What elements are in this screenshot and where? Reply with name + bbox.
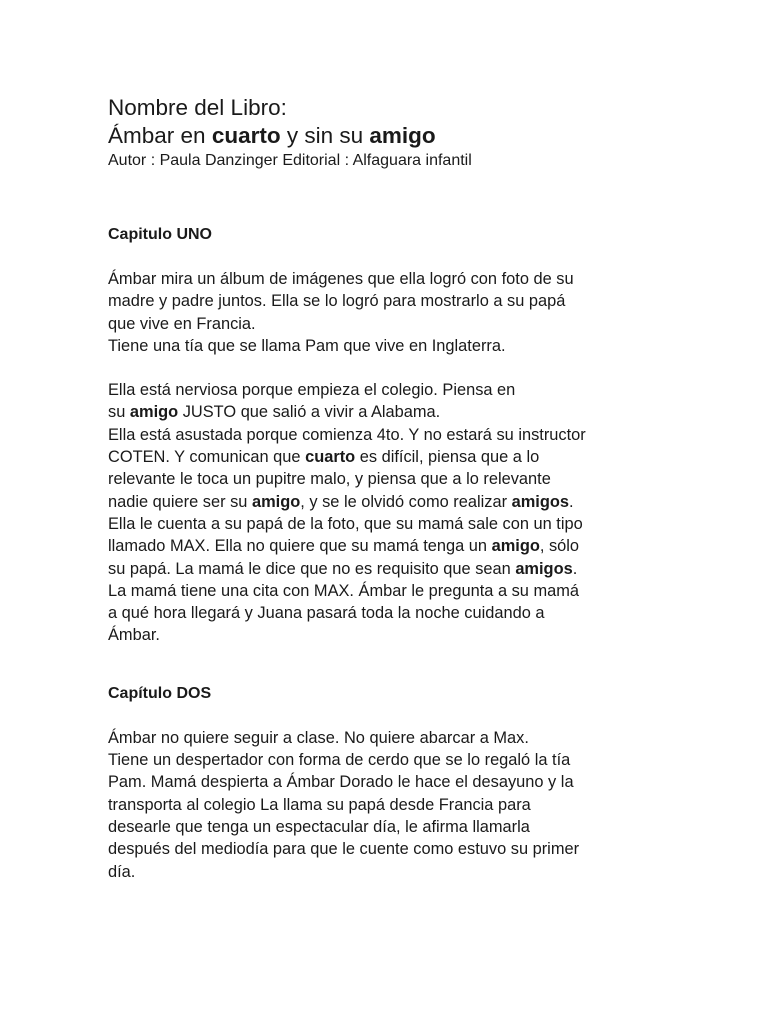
text-run: Ella está nerviosa porque empieza el colegio. Piensa en [108, 381, 516, 400]
text-run: desearle que tenga un espectacular día, le afirma llamarla [108, 817, 530, 836]
text-line [108, 424, 668, 446]
text-run: JUSTO que salió a vivir a Alabama. [178, 403, 441, 422]
text-line [108, 313, 668, 335]
text-line [108, 379, 668, 401]
text-line [108, 468, 668, 490]
text-line [108, 816, 668, 838]
bold-keyword: cuarto [305, 448, 356, 467]
book-title [108, 122, 668, 150]
text-line [108, 838, 668, 860]
text-run: después del mediodía para que le cuente como estuvo su primer [108, 840, 580, 859]
text-line [108, 771, 668, 793]
bold-keyword: amigo [491, 537, 540, 556]
text-run: día. [108, 862, 136, 881]
text-line [108, 727, 668, 749]
text-line [108, 794, 668, 816]
text-line [108, 535, 668, 557]
text-line [108, 580, 668, 602]
text-line [108, 446, 668, 468]
text-run: , y se le olvidó como realizar [300, 492, 512, 511]
text-run: transporta al colegio La llama su papá desde Francia para [108, 795, 531, 814]
text-run: . [572, 559, 578, 578]
text-run: Ella le cuenta a su papá de la foto, que su mamá sale con un tipo [108, 514, 583, 533]
text-line [108, 861, 668, 883]
text-run: Ámbar mira un álbum de imágenes que ella logró con foto de su [108, 270, 574, 288]
chapter-heading: Capítulo DOS [108, 684, 212, 702]
text-line [108, 401, 668, 423]
title-part: Ámbar en [108, 123, 212, 148]
bold-keyword: amigo [129, 403, 179, 422]
text-run: a qué hora llegará y Juana pasará toda la noche cuidando a [108, 604, 545, 623]
text-line [108, 335, 668, 357]
text-run: COTEN. Y comunican que [108, 448, 306, 467]
text-run: su papá. La mamá le dice que no es requisito que sean [108, 559, 516, 578]
paragraph [108, 268, 668, 357]
text-run: relevante le toca un pupitre malo, y piensa que a lo relevante [108, 470, 551, 489]
text-line [108, 749, 668, 771]
text-run: La mamá tiene una cita con MAX. Ámbar le pregunta a su mamá [108, 581, 580, 600]
paragraph [108, 727, 668, 883]
text-run: madre y padre juntos. Ella se lo logró para mostrarlo a su papá [108, 292, 566, 311]
author-line: Autor : Paula Danzinger Editorial : Alfaguara infantil [108, 152, 472, 169]
text-run: Tiene un despertador con forma de cerdo que se lo regaló la tía [108, 751, 571, 770]
text-line [108, 558, 668, 580]
text-run: Ámbar no quiere seguir a clase. No quiere abarcar a Max. [108, 728, 529, 747]
text-run: su [108, 403, 130, 422]
text-run: . [568, 492, 574, 511]
text-run: Ella está asustada porque comienza 4to. Y no estará su instructor [108, 425, 586, 444]
text-run: Tiene una tía que se llama Pam que vive en Inglaterra. [108, 336, 506, 355]
paragraph [108, 379, 668, 647]
text-line [108, 491, 668, 513]
bold-keyword: amigos [515, 559, 573, 578]
text-run: es difícil, piensa que a lo [355, 448, 540, 467]
title-part: y sin su [280, 123, 370, 148]
text-run: Ámbar. [108, 626, 160, 645]
title-part: cuarto [211, 123, 281, 148]
text-run: llamado MAX. Ella no quiere que su mamá tenga un [108, 537, 492, 556]
title-part: amigo [369, 123, 436, 148]
text-run: que vive en Francia. [108, 314, 256, 333]
text-line [108, 513, 668, 535]
chapter-heading: Capitulo UNO [108, 226, 212, 243]
text-run: Pam. Mamá despierta a Ámbar Dorado le hace el desayuno y la [108, 773, 574, 792]
text-line [108, 624, 668, 646]
text-line [108, 268, 668, 290]
document-page [108, 94, 668, 883]
book-label: Nombre del Libro: [108, 95, 287, 120]
bold-keyword: amigos [511, 492, 569, 511]
text-line [108, 290, 668, 312]
text-run: nadie quiere ser su [108, 492, 252, 511]
text-line [108, 602, 668, 624]
bold-keyword: amigo [251, 492, 301, 511]
text-run: , sólo [539, 537, 580, 556]
